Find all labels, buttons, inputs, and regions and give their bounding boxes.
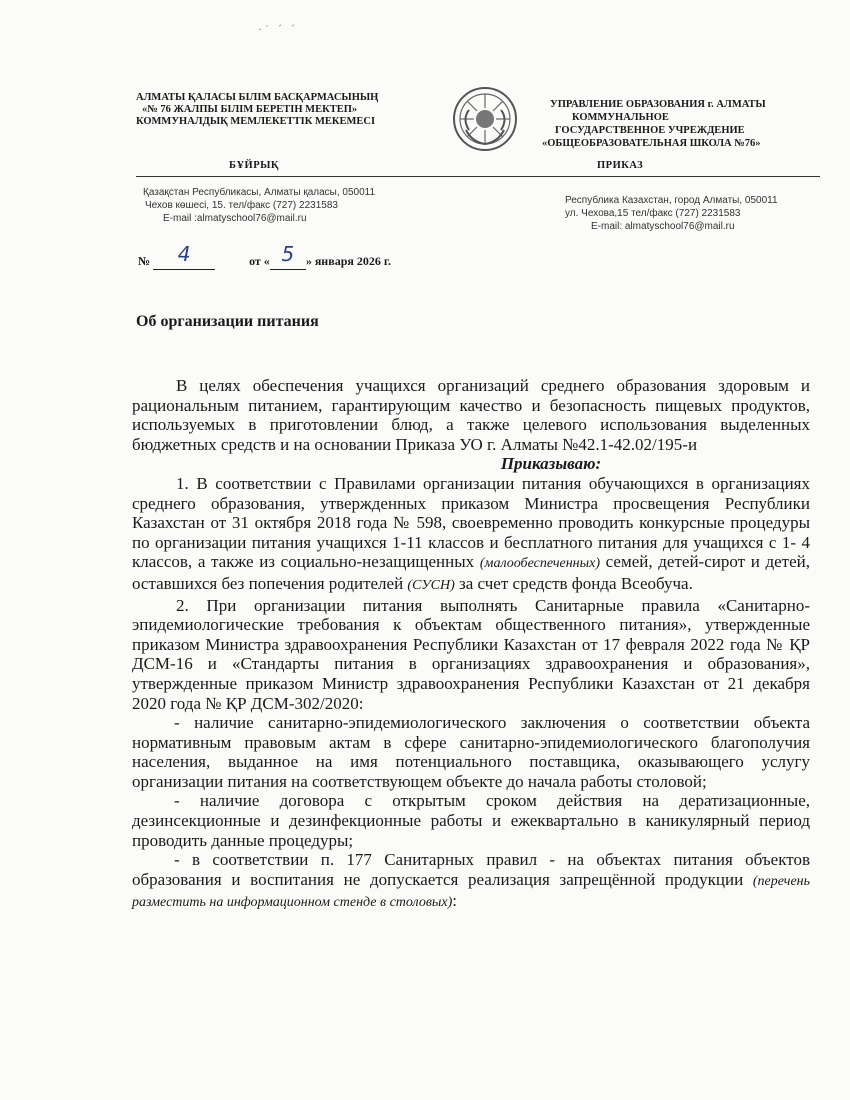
bullet-text: - в соответствии п. 177 Санитарных правил - на объектах питания объектов образования и воспитания не допускается реализация запрещённой продукции <box>132 850 810 889</box>
scan-specks: ·˙ ˊ ˊ <box>258 22 298 36</box>
paragraph-1-text: 1. В соответствии с Правилами организации питания обучающихся в организациях среднего образования, утвержденных приказом Министра просвещения Республики Казахстан от 31 октября 2018 года № 598, своевременно проводить конкурсные процедуры по организации питания учащихся 1-11 классов и бесплатного питания для учащихся с 1- 4 классов, а также из социально-незащищенных <box>132 473 810 572</box>
paragraph-1-text: семей, детей-сирот и детей, оставшихся без попечения родителей <box>132 552 811 593</box>
header-right-line: «ОБЩЕОБРАЗОВАТЕЛЬНАЯ ШКОЛА №76» <box>542 138 761 149</box>
address-line: Республика Казахстан, город Алматы, 050011 <box>565 195 778 206</box>
paragraph-1 <box>132 474 810 596</box>
state-emblem-icon <box>452 86 518 152</box>
header-left-line: «№ 76 ЖАЛПЫ БІЛІМ БЕРЕТІН МЕКТЕП» <box>142 104 358 115</box>
order-number-field <box>153 242 215 270</box>
header-left-line: АЛМАТЫ ҚАЛАСЫ БІЛІМ БАСҚАРМАСЫНЫҢ <box>136 92 379 103</box>
header-left-line: КОММУНАЛДЫҚ МЕМЛЕКЕТТІК МЕКЕМЕСІ <box>136 116 376 127</box>
order-number-line <box>138 242 391 270</box>
doc-type-kazakh: БҰЙРЫҚ <box>229 160 280 171</box>
address-russian <box>565 194 778 233</box>
date-from-label: от « <box>249 254 270 268</box>
address-line: E-mail :almatyschool76@mail.ru <box>163 213 307 224</box>
date-month-year: » января 2026 г. <box>305 254 391 268</box>
header-divider <box>136 176 820 177</box>
bullet-text: : <box>452 891 458 911</box>
order-number-handwritten: 4 <box>177 242 191 266</box>
paragraph-1-italic: (малообеспеченных) <box>479 556 600 572</box>
paragraph-1-text: за счет средств фонда Всеобуча. <box>454 573 693 593</box>
header-right-line: ГОСУДАРСТВЕННОЕ УЧРЕЖДЕНИЕ <box>555 125 745 136</box>
intro-paragraph: В целях обеспечения учащихся организаций среднего образования здоровым и рациональным питанием, гарантирующим качество и безопасность пищевых продуктов, используемых в приготовлении блюд, а также целевого использования выделенных бюджетных средств и на основании Приказа УО г. Алматы №42.1-42.02/195-и <box>132 376 810 454</box>
address-line: Чехов көшесі, 15. тел/факс (727) 2231583 <box>145 200 338 211</box>
address-line: Қазақстан Республикасы, Алматы қаласы, 050011 <box>143 187 376 198</box>
header-right-line: УПРАВЛЕНИЕ ОБРАЗОВАНИЯ г. АЛМАТЫ <box>550 99 766 110</box>
order-word: Приказываю: <box>500 454 602 474</box>
header-right-russian <box>542 98 812 150</box>
address-line: E-mail: almatyschool76@mail.ru <box>591 221 735 232</box>
bullet-item: - наличие санитарно-эпидемиологического заключения о соответствии объекта нормативным правовым актам в сфере санитарно-эпидемиологического благополучия населения, выданное на имя потенциального поставщика, оказывающего услугу организации питания на соответствующем объекте до начала работы столовой; <box>132 713 810 791</box>
order-day-field <box>270 242 306 270</box>
number-label: № <box>138 254 151 268</box>
paragraph-2: 2. При организации питания выполнять Санитарные правила «Санитарно-эпидемиологические требования к объектам общественного питания», утвержденные приказом Министра здравоохранения Республики Казахстан от 17 февраля 2022 года № ҚР ДСМ-16 и «Стандарты питания в организациях здравоохранения и образования», утвержденные приказом Министр здравоохранения Республики Казахстан от 21 декабря 2020 года № ҚР ДСМ-302/2020: <box>132 595 810 713</box>
bullet-italic: (перечень разместить на информационном стенде в столовых) <box>132 873 810 911</box>
bullet-item <box>132 850 810 913</box>
header-right-line: КОММУНАЛЬНОЕ <box>572 112 669 123</box>
order-day-handwritten: 5 <box>281 242 295 266</box>
document-body <box>132 376 810 913</box>
paragraph-1-italic: (СУСН) <box>407 577 455 593</box>
doc-type-russian: ПРИКАЗ <box>597 160 644 171</box>
address-kazakh <box>143 186 375 225</box>
address-line: ул. Чехова,15 тел/факс (727) 2231583 <box>565 208 741 219</box>
document-title: Об организации питания <box>136 313 319 330</box>
header-left-kazakh <box>136 92 426 128</box>
bullet-item: - наличие договора с открытым сроком действия на дератизационные, дезинсекционные и дезинфекционные работы и ежеквартально в каникулярный период проводить данные процедуры; <box>132 791 810 850</box>
